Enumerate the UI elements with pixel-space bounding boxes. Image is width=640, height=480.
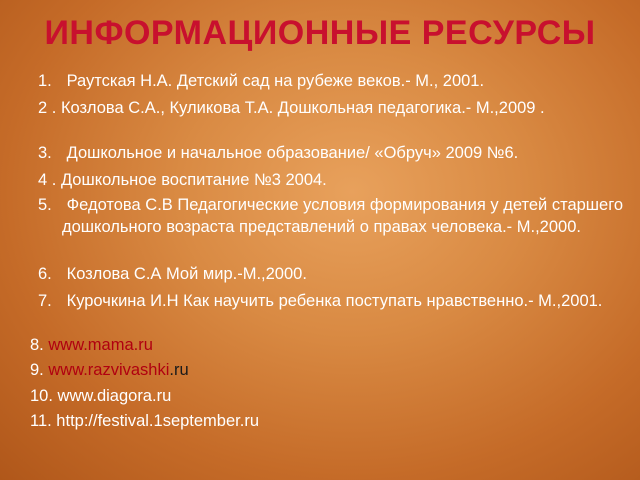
list-item: 7. Курочкина И.Н Как научить ребенка поступать нравственно.- М.,2001. bbox=[38, 292, 603, 310]
list-item: 4 . Дошкольное воспитание №3 2004. bbox=[38, 171, 327, 189]
list-item: 6. Козлова С.А Мой мир.-М.,2000. bbox=[38, 265, 307, 283]
list-item-link: 11. http://festival.1september.ru bbox=[30, 412, 259, 430]
list-item: 3. Дошкольное и начальное образование/ «Обруч» 2009 №6. bbox=[38, 144, 519, 162]
list-item: 2 . Козлова С.А., Куликова Т.А. Дошкольная педагогика.- М.,2009 . bbox=[38, 99, 545, 117]
list-item-link: 10. www.diagora.ru bbox=[30, 387, 172, 405]
list-item: 5. Федотова С.В Педагогические условия формирования у детей старшего дошкольного возраста представлений о правах человека.- М.,2000. bbox=[38, 196, 624, 236]
slide-title: ИНФОРМАЦИОННЫЕ РЕСУРСЫ bbox=[44, 14, 596, 52]
list-item-link: 9. www.razvivashki.ru bbox=[30, 361, 189, 379]
resource-link[interactable]: www.diagora.ru bbox=[52, 387, 172, 405]
resource-link[interactable]: www.mama.ru bbox=[48, 336, 153, 354]
resource-link[interactable]: www.razvivashki.ru bbox=[48, 361, 189, 379]
resource-link[interactable]: http://festival.1september.ru bbox=[51, 412, 259, 430]
list-item-link: 8. www.mama.ru bbox=[30, 336, 153, 354]
list-item: 1. Раутская Н.А. Детский сад на рубеже веков.- М., 2001. bbox=[38, 72, 485, 90]
